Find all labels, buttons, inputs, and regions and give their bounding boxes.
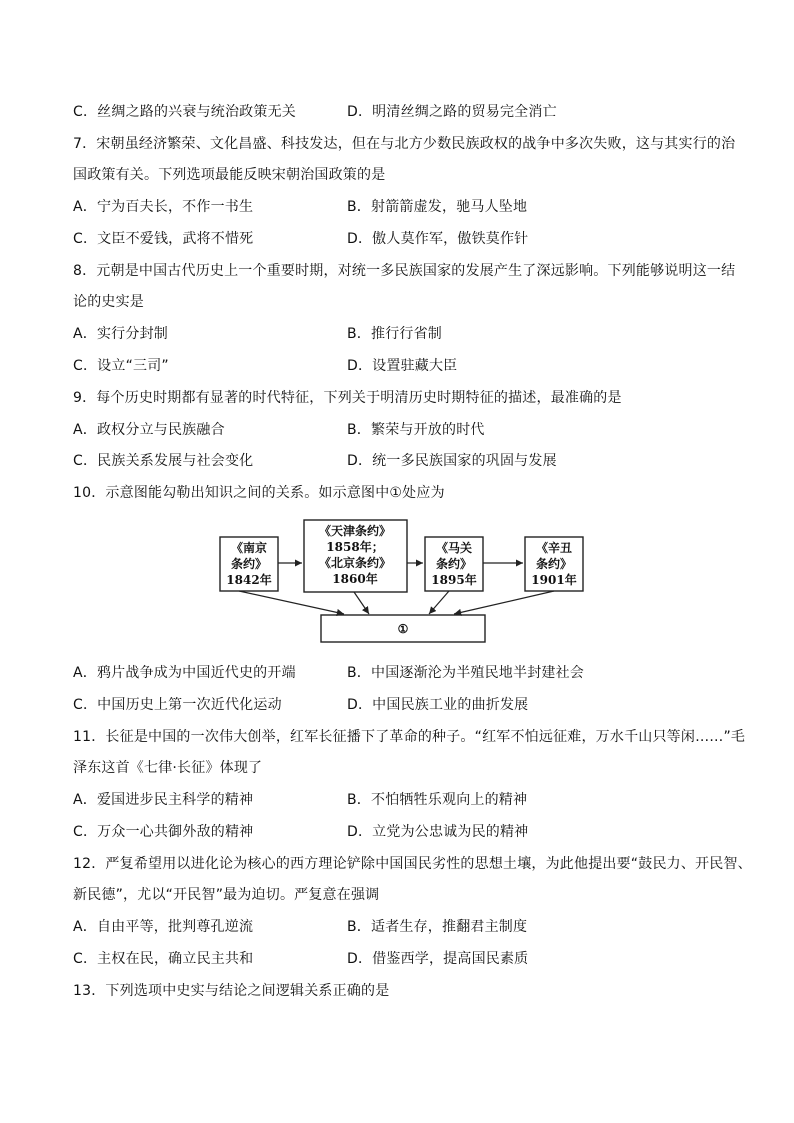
- q7-option-c[interactable]: C．文臣不爱钱，武将不惜死: [73, 231, 254, 247]
- q10-stem-line1: 10．示意图能勾勒出知识之间的关系。如示意图中①处应为: [73, 485, 445, 501]
- q8-stem-line2: 论的史实是: [73, 294, 144, 310]
- box2-line1: 《天津条约》: [318, 524, 392, 538]
- q10-option-b[interactable]: B．中国逐渐沦为半殖民地半封建社会: [347, 665, 585, 681]
- box4-line1: 《辛丑: [535, 541, 573, 555]
- q10-option-a[interactable]: A．鸦片战争成为中国近代史的开端: [73, 665, 296, 681]
- q11-stem-line1: 11．长征是中国的一次伟大创举，红军长征播下了革命的种子。“红军不怕远征难，万水千山只等闲……”毛: [73, 729, 746, 745]
- q9-option-d[interactable]: D．统一多民族国家的巩固与发展: [347, 453, 557, 469]
- q10-option-c[interactable]: C．中国历史上第一次近代化运动: [73, 697, 282, 713]
- q8-option-b[interactable]: B．推行行省制: [347, 326, 443, 342]
- box2-line4: 1860年: [332, 572, 378, 586]
- arrow-4-answer: [454, 591, 554, 614]
- box3-line3: 1895年: [431, 573, 477, 587]
- q11-stem-line2: 泽东这首《七律·长征》体现了: [73, 760, 263, 776]
- arrow-1-answer: [239, 591, 344, 614]
- q7-option-d[interactable]: D．傲人莫作军，傲铁莫作针: [347, 231, 529, 247]
- q12-stem-line2: 新民德”，尤以“开民智”最为迫切。严复意在强调: [73, 887, 380, 903]
- box4-line2: 条约》: [535, 557, 573, 571]
- q13-stem-line1: 13．下列选项中史实与结论之间逻辑关系正确的是: [73, 983, 390, 999]
- arrow-3-answer: [429, 591, 449, 614]
- q12-option-a[interactable]: A．自由平等，批判尊孔逆流: [73, 919, 254, 935]
- q8-option-c[interactable]: C．设立“三司”: [73, 358, 169, 374]
- answer-box-label: ①: [397, 622, 409, 636]
- box1-line2: 条约》: [230, 557, 268, 571]
- box2-line3: 《北京条约》: [318, 556, 392, 570]
- q11-option-b[interactable]: B．不怕牺牲乐观向上的精神: [347, 792, 528, 808]
- q12-option-c[interactable]: C．主权在民，确立民主共和: [73, 951, 254, 967]
- box3-line2: 条约》: [435, 557, 473, 571]
- q8-option-a[interactable]: A．实行分封制: [73, 326, 168, 342]
- box2-line2: 1858年；: [326, 540, 384, 554]
- q10-option-d[interactable]: D．中国民族工业的曲折发展: [347, 697, 529, 713]
- q11-option-d[interactable]: D．立党为公忠诚为民的精神: [347, 824, 529, 840]
- q9-stem-line1: 9．每个历史时期都有显著的时代特征，下列关于明清历史时期特征的描述，最准确的是: [73, 390, 622, 406]
- q9-option-b[interactable]: B．繁荣与开放的时代: [347, 422, 485, 438]
- q12-option-b[interactable]: B．适者生存，推翻君主制度: [347, 919, 528, 935]
- box4-line3: 1901年: [531, 573, 577, 587]
- q8-stem-line1: 8．元朝是中国古代历史上一个重要时期，对统一多民族国家的发展产生了深远影响。下列能够说明这一结: [73, 263, 736, 279]
- arrow-2-answer: [354, 592, 369, 614]
- box1-line3: 1842年: [226, 573, 272, 587]
- q7-option-a[interactable]: A．宁为百夫长，不作一书生: [73, 199, 254, 215]
- box1-line1: 《南京: [230, 541, 268, 555]
- treaty-diagram: [219, 515, 589, 650]
- q8-option-d[interactable]: D．设置驻藏大臣: [347, 358, 458, 374]
- q11-option-c[interactable]: C．万众一心共御外敌的精神: [73, 824, 254, 840]
- q7-stem-line2: 国政策有关。下列选项最能反映宋朝治国政策的是: [73, 167, 386, 183]
- box3-line1: 《马关: [435, 541, 473, 555]
- q6-option-d[interactable]: D．明清丝绸之路的贸易完全消亡: [347, 104, 557, 120]
- q12-option-d[interactable]: D．借鉴西学，提高国民素质: [347, 951, 529, 967]
- q11-option-a[interactable]: A．爱国进步民主科学的精神: [73, 792, 254, 808]
- q9-option-c[interactable]: C．民族关系发展与社会变化: [73, 453, 254, 469]
- q12-stem-line1: 12．严复希望用以进化论为核心的西方理论铲除中国国民劣性的思想土壤，为此他提出要“鼓民力、开民智、: [73, 856, 752, 872]
- q9-option-a[interactable]: A．政权分立与民族融合: [73, 422, 225, 438]
- q7-stem-line1: 7．宋朝虽经济繁荣、文化昌盛、科技发达，但在与北方少数民族政权的战争中多次失败，这与其实行的治: [73, 136, 736, 152]
- q6-option-c[interactable]: C．丝绸之路的兴衰与统治政策无关: [73, 104, 296, 120]
- q7-option-b[interactable]: B．射箭箭虚发，驰马人坠地: [347, 199, 528, 215]
